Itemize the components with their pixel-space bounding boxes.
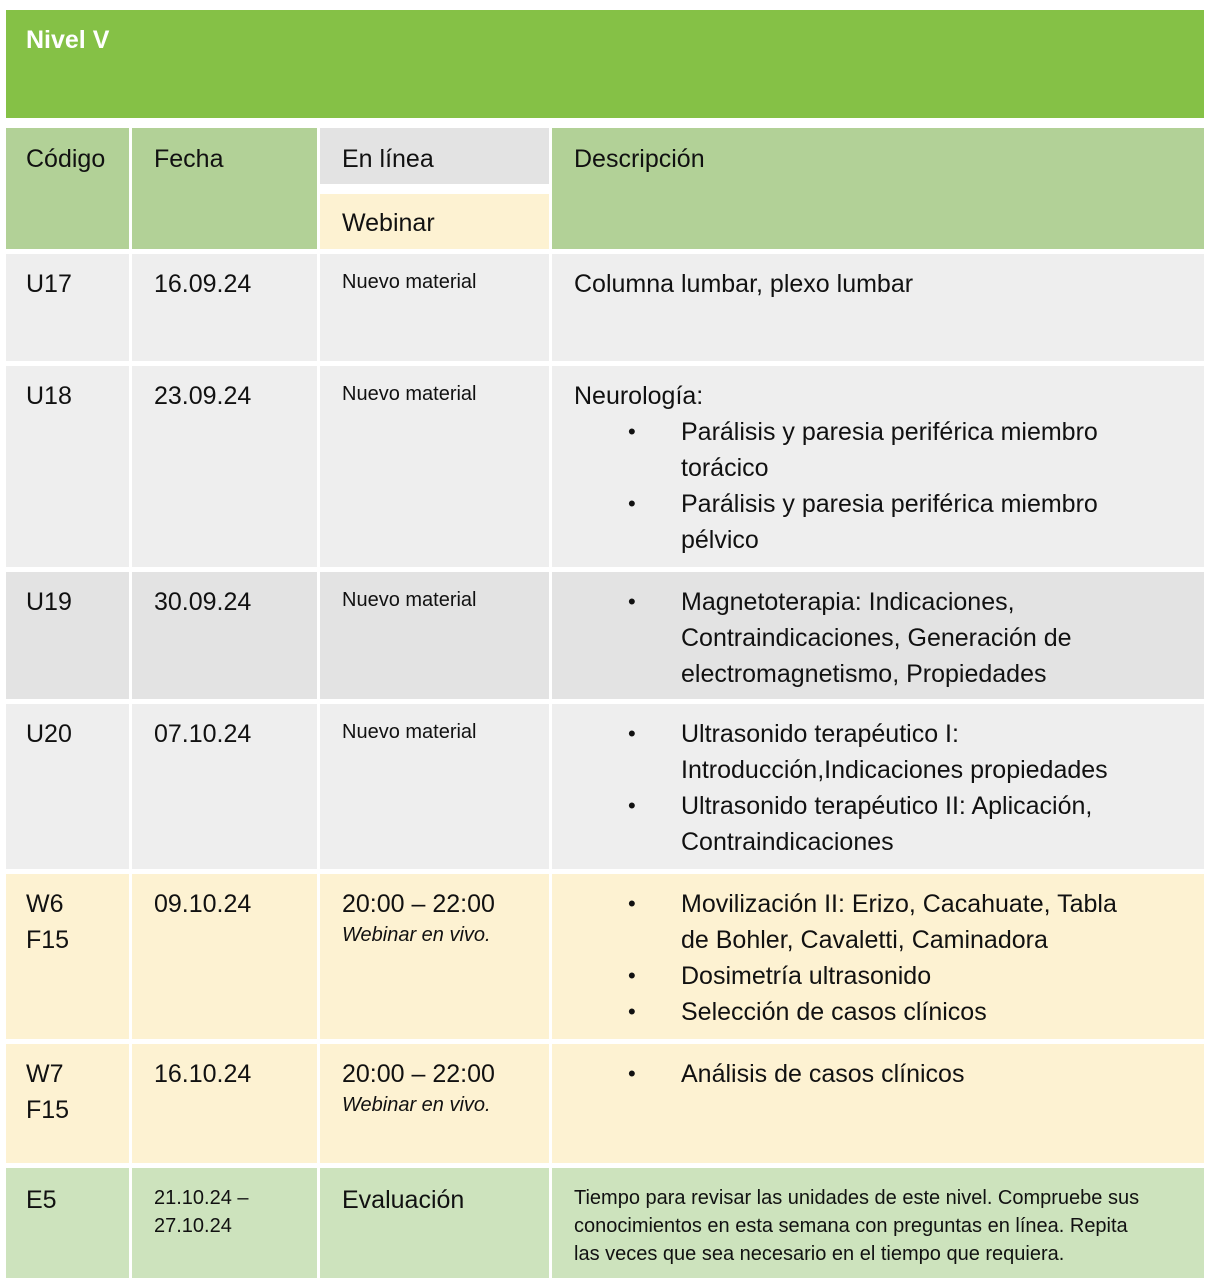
row-w7-date-cell (132, 1044, 317, 1163)
row-note: Webinar en vivo. (342, 1094, 491, 1116)
bullet-item (574, 584, 1072, 692)
bullet-line: electromagnetismo, Propiedades (681, 660, 1047, 688)
bullet-line: Introducción,Indicaciones propiedades (681, 756, 1108, 784)
row-u19-code-cell (6, 572, 129, 699)
row-mode: Evaluación (342, 1186, 465, 1214)
bullet-item (574, 994, 1117, 1030)
row-date: 09.10.24 (154, 890, 252, 918)
row-u17-code-cell (6, 254, 129, 361)
header-code-cell (6, 128, 129, 249)
row-u17-mode-cell (320, 254, 549, 361)
row-mode: Nuevo material (342, 589, 477, 611)
row-e5-date-cell (132, 1168, 317, 1278)
row-code: W6 (26, 890, 64, 918)
row-date: 16.10.24 (154, 1060, 252, 1088)
bullet-line: • Parálisis y paresia periférica miembro (681, 490, 1098, 518)
row-code: U19 (26, 588, 72, 616)
row-e5-description-cell (552, 1168, 1204, 1278)
row-u17-description-cell (552, 254, 1204, 361)
row-mode: Nuevo material (342, 721, 477, 743)
header-date-cell (132, 128, 317, 249)
row-code: U17 (26, 270, 72, 298)
bullet-line: Contraindicaciones (681, 828, 894, 856)
row-note: Webinar en vivo. (342, 924, 491, 946)
row-time: 20:00 – 22:00 (342, 890, 495, 918)
row-e5-mode-cell (320, 1168, 549, 1278)
header-date: Fecha (154, 145, 224, 173)
row-w7-description-cell (552, 1044, 1204, 1163)
bullet-line: pélvico (681, 526, 759, 554)
header-code: Código (26, 145, 106, 173)
bullet-item (574, 958, 1117, 994)
row-date: 23.09.24 (154, 382, 252, 410)
row-w6-mode-cell (320, 874, 549, 1039)
description-line: conocimientos en esta semana con preguntas en línea. Repita (574, 1215, 1128, 1237)
bullet-line: • Magnetoterapia: Indicaciones, (681, 588, 1015, 616)
bullet-list (574, 584, 1072, 692)
row-u20-date-cell (132, 704, 317, 869)
row-code: E5 (26, 1186, 57, 1214)
row-date: 16.09.24 (154, 270, 252, 298)
bullet-line: Contraindicaciones, Generación de (681, 624, 1072, 652)
row-w6-description-cell (552, 874, 1204, 1039)
bullet-list (574, 1056, 964, 1092)
header-online-cell (320, 128, 549, 184)
header-description-cell (552, 128, 1204, 249)
row-u18-date-cell (132, 366, 317, 567)
row-w6-date-cell (132, 874, 317, 1039)
bullet-line: • Dosimetría ultrasonido (681, 962, 932, 990)
row-u18-description-cell (552, 366, 1204, 567)
row-date-end: 27.10.24 (154, 1215, 232, 1237)
row-w7-code-cell (6, 1044, 129, 1163)
row-date: 30.09.24 (154, 588, 252, 616)
row-u17-date-cell (132, 254, 317, 361)
level-banner (6, 10, 1204, 118)
row-description: Columna lumbar, plexo lumbar (574, 270, 914, 298)
row-u20-code-cell (6, 704, 129, 869)
row-mode: Nuevo material (342, 271, 477, 293)
bullet-list (574, 886, 1117, 1030)
bullet-line: • Selección de casos clínicos (681, 998, 987, 1026)
row-u19-mode-cell (320, 572, 549, 699)
level-title: Nivel V (26, 26, 110, 54)
bullet-line: • Análisis de casos clínicos (681, 1060, 965, 1088)
bullet-item (574, 716, 1108, 788)
bullet-item (574, 788, 1108, 860)
row-u19-description-cell (552, 572, 1204, 699)
row-time: 20:00 – 22:00 (342, 1060, 495, 1088)
bullet-line: • Ultrasonido terapéutico I: (681, 720, 959, 748)
row-u18-code-cell (6, 366, 129, 567)
row-u20-description-cell (552, 704, 1204, 869)
bullet-line: • Ultrasonido terapéutico II: Aplicación, (681, 792, 1093, 820)
row-u20-mode-cell (320, 704, 549, 869)
row-code: U18 (26, 382, 72, 410)
header-webinar: Webinar (342, 209, 435, 237)
description-line: Tiempo para revisar las unidades de este nivel. Compruebe sus (574, 1187, 1140, 1209)
row-mode: Nuevo material (342, 383, 477, 405)
bullet-line: de Bohler, Cavaletti, Caminadora (681, 926, 1048, 954)
row-date-start: 21.10.24 – (154, 1187, 249, 1209)
bullet-line: • Parálisis y paresia periférica miembro (681, 418, 1098, 446)
bullet-item (574, 1056, 964, 1092)
bullet-list (574, 716, 1108, 860)
bullet-item (574, 886, 1117, 958)
header-description: Descripción (574, 145, 705, 173)
header-webinar-cell (320, 194, 549, 249)
bullet-line: torácico (681, 454, 769, 482)
row-code: W7 (26, 1060, 64, 1088)
row-code: U20 (26, 720, 72, 748)
row-code-secondary: F15 (26, 1096, 70, 1124)
row-e5-code-cell (6, 1168, 129, 1278)
row-w6-code-cell (6, 874, 129, 1039)
description-line: las veces que sea necesario en el tiempo que requiera. (574, 1243, 1065, 1265)
row-w7-mode-cell (320, 1044, 549, 1163)
bullet-item (574, 414, 1098, 486)
row-u18-mode-cell (320, 366, 549, 567)
row-description-title: Neurología: (574, 382, 704, 410)
row-code-secondary: F15 (26, 926, 70, 954)
bullet-list (574, 414, 1098, 558)
row-date: 07.10.24 (154, 720, 252, 748)
bullet-line: • Movilización II: Erizo, Cacahuate, Tabla (681, 890, 1117, 918)
row-u19-date-cell (132, 572, 317, 699)
bullet-item (574, 486, 1098, 558)
header-online: En línea (342, 145, 434, 173)
